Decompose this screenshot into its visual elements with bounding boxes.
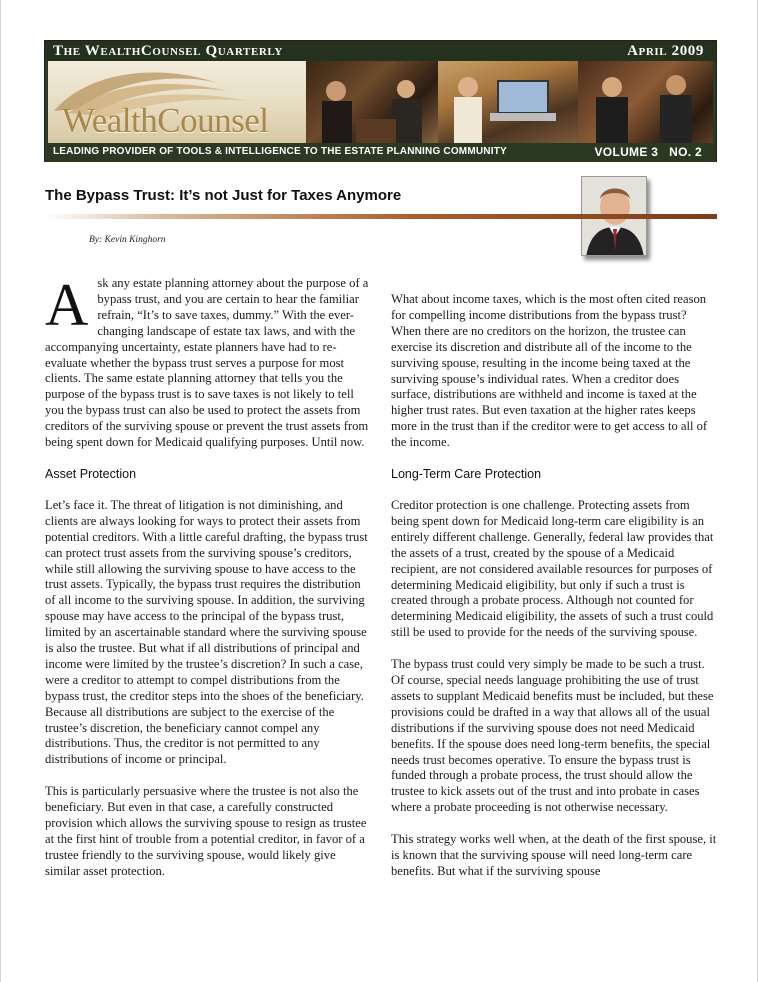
headline-divider — [45, 214, 717, 219]
banner-photo-meeting — [306, 61, 438, 143]
banner-photo-conversation — [578, 61, 713, 143]
intro-paragraph — [45, 272, 373, 451]
drop-cap: A — [45, 272, 89, 338]
intro-text: sk any estate planning attorney about the purpose of a bypass trust, and you are certain to hear the familiar refrain, “It’s to save taxes, dummy.” With the ever-changing landscape of estate tax laws, and with the accompanying uncertainty, estate planners have had to re-evaluate whether the bypass trust serves a purpose for most clients. The same estate planning attorney that tells you the purpose of the bypass trust is to save taxes is not likely to tell you the bypass trust can also be used to protect the assets from creditors of the surviving spouse or prevent the trust assets from being spent down for Medicaid qualifying purposes. Until now. — [45, 276, 369, 450]
masthead-banner — [48, 61, 713, 143]
article-column-left — [45, 272, 373, 896]
paragraph: What about income taxes, which is the most often cited reason for compelling income distributions from the bypass trust? When there are no creditors on the horizon, the trustee can exercise its discretion and distribute all of the income to the surviving spouse, resulting in the income being taxed at the surviving spouse’s individual rates. When a creditor does surface, distributions are withheld and income is taxed at the higher trust rates. But even taxation at the higher rates keeps more in the trust than if the creditor were to get access to all of the income. — [391, 292, 708, 450]
article-column-right — [391, 292, 719, 896]
masthead-top-bar — [45, 41, 716, 61]
masthead-bottom-bar — [45, 143, 716, 162]
subhead-asset-protection: Asset Protection — [45, 466, 137, 481]
paragraph: This strategy works well when, at the death of the first spouse, it is known that the surviving spouse will need long-term care benefits. But what if the surviving spouse — [391, 832, 717, 878]
article-headline: The Bypass Trust: It’s not Just for Taxes Anymore — [45, 187, 402, 204]
volume-number: VOLUME 3 NO. 2 — [594, 145, 702, 159]
newsletter-title: The WealthCounsel Quarterly — [53, 43, 283, 59]
banner-photo-laptop — [438, 61, 578, 143]
masthead — [44, 40, 717, 162]
masthead-tagline: LEADING PROVIDER OF TOOLS & INTELLIGENCE TO THE ESTATE PLANNING COMMUNITY — [53, 146, 507, 157]
paragraph: Creditor protection is one challenge. Protecting assets from being spent down for Medicaid long-term care eligibility is an entirely different challenge. Generally, federal law provides that the assets of a trust, created by the spouse of a Medicaid recipient, are not considered available resources for purposes of determining Medicaid eligibility, but only if such a trust is created through a probate process. Although not counted for determining Medicaid eligibility, the assets of such a trust could still be used to provide for the needs of the surviving spouse. — [391, 497, 714, 640]
paragraph: This is particularly persuasive where the trustee is not also the beneficiary. But even in that case, a carefully constructed provision which allows the surviving spouse to resign as trustee at the first hint of trouble from a potential creditor, in favor of a trustee friendly to the surviving spouse, would likely give similar asset protection. — [45, 784, 367, 878]
logo-wordmark: WealthCounsel — [62, 101, 269, 140]
wealthcounsel-logo — [48, 61, 306, 143]
paragraph: The bypass trust could very simply be made to be such a trust. Of course, special needs language prohibiting the use of trust assets to supplant Medicaid benefits must be included, but these provisions could be drafted in a way that allows all of the usual distributions if the surviving spouse does not need Medicaid benefits. If the spouse does need long-term benefits, the special needs trust becomes operative. To ensure the bypass trust is funded through a probate process, the trust should allow the trustee to kick assets out of the trust and into probate in cases where a probate proceeding is not otherwise necessary. — [391, 657, 714, 815]
paragraph: Let’s face it. The threat of litigation is not diminishing, and clients are always looking for ways to protect their assets from potential creditors. With a little careful drafting, the bypass trust can protect trust assets from the surviving spouse’s creditors, while still allowing the surviving spouse to have access to the trust assets. Typically, the bypass trust requires the distribution of all income to the surviving spouse. In addition, the surviving spouse may have access to the principal of the bypass trust, limited by an ascertainable standard where the surviving spouse is also the trustee. But what if all distributions of principal and income were limited by the trustee’s discretion? In such a case, were a creditor to attempt to compel distributions from the bypass trust, the creditor steps into the shoes of the beneficiary. Because all distributions are subject to the exercise of the trustee’s discretion, the beneficiary cannot compel any distributions. Thus, the creditor is not permitted to any distributions of income or principal. — [45, 497, 368, 767]
subhead-long-term-care: Long-Term Care Protection — [391, 467, 542, 482]
issue-date: April 2009 — [627, 43, 704, 59]
article-byline: By: Kevin Kinghorn — [89, 235, 166, 245]
